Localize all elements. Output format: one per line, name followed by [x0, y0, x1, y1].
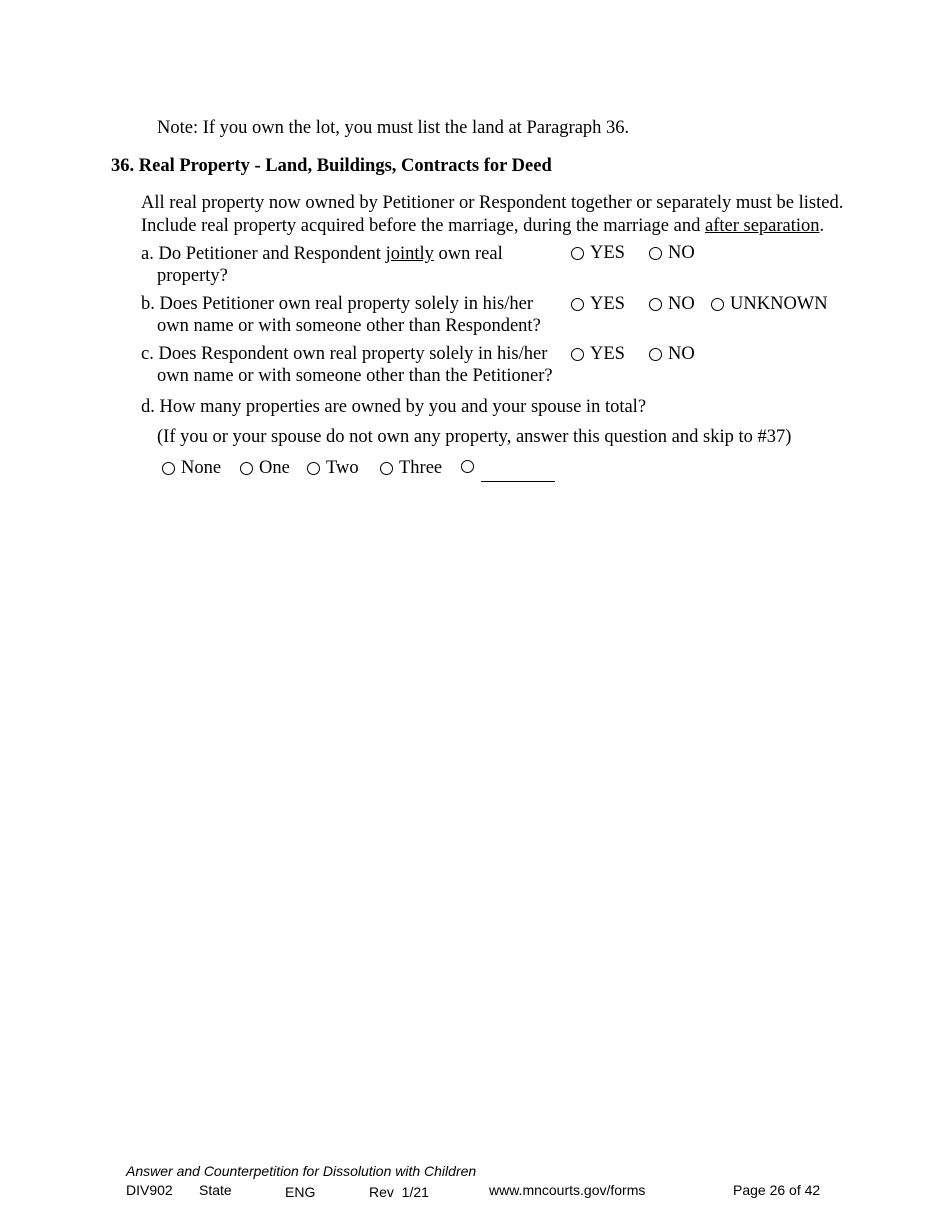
question-d-other-wrap [461, 457, 480, 479]
question-d-two-radio[interactable] [307, 457, 359, 479]
question-b-line-2: own name or with someone other than Respondent? [157, 316, 541, 336]
question-d-three-radio[interactable] [380, 457, 442, 479]
jointly-underlined: jointly [385, 244, 434, 264]
intro-line-2-end: . [819, 216, 825, 236]
question-b-line-1: b. Does Petitioner own real property solely in his/her [141, 294, 534, 314]
option-label: YES [590, 243, 625, 263]
option-label: NO [668, 243, 695, 263]
intro-line-2-text: Include real property acquired before the marriage, during the marriage and [141, 216, 705, 236]
option-label: NO [668, 344, 695, 364]
question-d-three-wrap [380, 457, 442, 481]
option-label: YES [590, 344, 625, 364]
option-label: UNKNOWN [730, 294, 828, 314]
question-b-yes-radio[interactable] [571, 293, 625, 315]
question-d-other-blank-field[interactable] [481, 463, 555, 482]
question-d-none-radio[interactable] [162, 457, 221, 479]
section-heading: 36. Real Property - Land, Buildings, Contracts for Deed [111, 156, 552, 176]
footer-form-title: Answer and Counterpetition for Dissolution with Children [126, 1163, 477, 1179]
question-d-one-wrap [240, 457, 290, 481]
question-a-yes-radio[interactable] [571, 242, 625, 264]
radio-circle-icon[interactable] [711, 298, 724, 311]
option-label: One [259, 458, 290, 478]
question-a-options-no [649, 242, 695, 266]
radio-circle-icon[interactable] [571, 298, 584, 311]
radio-circle-icon[interactable] [649, 348, 662, 361]
footer-website: www.mncourts.gov/forms [489, 1182, 646, 1198]
option-label: Three [399, 458, 443, 478]
radio-circle-icon[interactable] [571, 348, 584, 361]
question-b-options-no [649, 293, 695, 317]
question-a-options [571, 242, 625, 266]
question-d-one-radio[interactable] [240, 457, 290, 479]
question-d-other-radio[interactable] [461, 460, 480, 473]
radio-circle-icon[interactable] [380, 462, 393, 475]
footer-page-number: Page 26 of 42 [733, 1182, 821, 1198]
radio-circle-icon[interactable] [649, 247, 662, 260]
footer-revision: Rev 1/21 [369, 1184, 429, 1200]
question-c-no-radio[interactable] [649, 343, 695, 365]
question-c-line-1: c. Does Respondent own real property solely in his/her [141, 344, 548, 364]
intro-line-1: All real property now owned by Petitioner or Respondent together or separately must be listed. [141, 193, 844, 213]
radio-circle-icon[interactable] [571, 247, 584, 260]
option-label: NO [668, 294, 695, 314]
footer-jurisdiction: State [199, 1182, 232, 1198]
question-a-line-2: property? [157, 266, 228, 286]
question-b-unknown-radio[interactable] [711, 293, 828, 315]
after-separation-underlined: after separation [704, 216, 820, 236]
option-label: None [181, 458, 222, 478]
question-b-options-yes [571, 293, 625, 317]
option-label: Two [326, 458, 359, 478]
question-c-options-yes [571, 343, 625, 367]
question-a-no-radio[interactable] [649, 242, 695, 264]
question-c-options-no [649, 343, 695, 367]
note-text: Note: If you own the lot, you must list the land at Paragraph 36. [157, 118, 630, 138]
question-a-line-1 [141, 243, 503, 265]
question-d-line-1: d. How many properties are owned by you and your spouse in total? [141, 397, 647, 417]
radio-circle-icon[interactable] [162, 462, 175, 475]
question-d-none-wrap [162, 457, 221, 481]
footer-form-code: DIV902 [126, 1182, 173, 1198]
question-b-options-unknown [711, 293, 828, 317]
question-c-yes-radio[interactable] [571, 343, 625, 365]
radio-circle-icon[interactable] [307, 462, 320, 475]
radio-circle-icon[interactable] [240, 462, 253, 475]
question-a-text: a. Do Petitioner and Respondent [141, 244, 386, 264]
option-label: YES [590, 294, 625, 314]
question-c-line-2: own name or with someone other than the Petitioner? [157, 366, 553, 386]
question-d-line-2: (If you or your spouse do not own any property, answer this question and skip to #37) [157, 427, 792, 447]
radio-circle-icon[interactable] [649, 298, 662, 311]
intro-line-2 [141, 215, 824, 237]
question-d-two-wrap [307, 457, 359, 481]
footer-language: ENG [285, 1184, 316, 1200]
question-b-no-radio[interactable] [649, 293, 695, 315]
question-a-text-end: own real [433, 244, 503, 264]
radio-circle-icon[interactable] [461, 460, 474, 473]
